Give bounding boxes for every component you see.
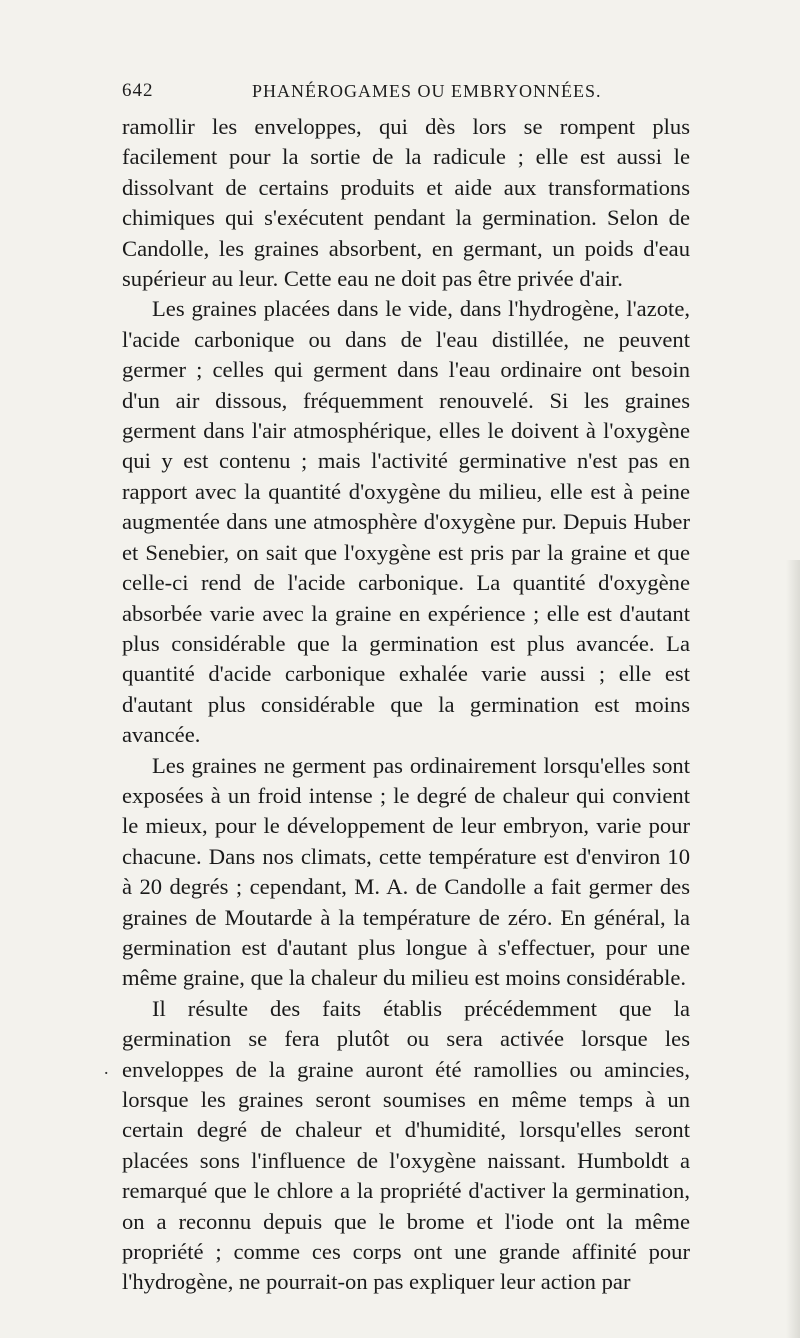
page-number: 642 — [122, 80, 154, 101]
page-edge-shadow — [786, 560, 800, 1338]
body-text — [122, 112, 690, 1298]
paragraph-oxygen: Les graines placées dans le vide, dans l'hydrogène, l'azote, l'acide carbonique ou dans de l'eau distillée, ne peuvent germer ; celles qui germent dans l'eau ordinaire ont besoin d'un air dissous, fréquemment renouvelé. Si les graines germent dans l'air atmosphérique, elles le doivent à l'oxygène qui y est contenu ; mais l'activité germinative n'est pas en rapport avec la quantité d'oxygène du milieu, elle est à peine augmentée dans une atmosphère d'oxygène pur. Depuis Huber et Senebier, on sait que l'oxygène est pris par la graine et que celle-ci rend de l'acide carbonique. La quantité d'oxygène absorbée varie avec la graine en expérience ; elle est d'autant plus considérable que la germination est plus avancée. La quantité d'acide carbonique exhalée varie aussi ; elle est d'autant plus considérable que la germination est moins avancée. — [122, 296, 690, 748]
paragraph-conclusion: Il résulte des faits établis précédemment que la germination se fera plutôt ou sera activée lorsque les enveloppes de la graine auront été ramollies ou amincies, lorsque les graines seront soumises en même temps à un certain degré de chaleur et d'humidité, lorsqu'elles seront placées sons l'influence de l'oxygène naissant. Humboldt a remarqué que le chlore a la propriété d'activer la germination, on a reconnu depuis que le brome et l'iode ont la même propriété ; comme ces corps ont une grande affinité pour l'hydrogène, ne pourrait-on pas expliquer leur action par — [122, 995, 690, 1295]
page-header — [122, 80, 692, 108]
paragraph-temperature: Les graines ne germent pas ordinairement lorsqu'elles sont exposées à un froid intense ; le degré de chaleur qui convient le mieux, pour le développement de leur embryon, varie pour chacune. Dans nos climats, cette température est d'environ 10 à 20 degrés ; cependant, M. A. de Candolle a fait germer des graines de Moutarde à la température de zéro. En général, la germination est d'autant plus longue à s'effectuer, pour une même graine, que la chaleur du milieu est moins considérable. — [122, 752, 690, 991]
margin-mark: . — [104, 1058, 109, 1078]
running-title: PHANÉROGAMES OU EMBRYONNÉES. — [252, 81, 602, 101]
paragraph-continuation: ramollir les enveloppes, qui dès lors se rompent plus facilement pour la sortie de la radicule ; elle est aussi le dissolvant de certains produits et aide aux transformations chimiques qui s'exécutent pendant la germination. Selon de Candolle, les graines absorbent, en germant, un poids d'eau supérieur au leur. Cette eau ne doit pas être privée d'air. — [122, 114, 690, 292]
